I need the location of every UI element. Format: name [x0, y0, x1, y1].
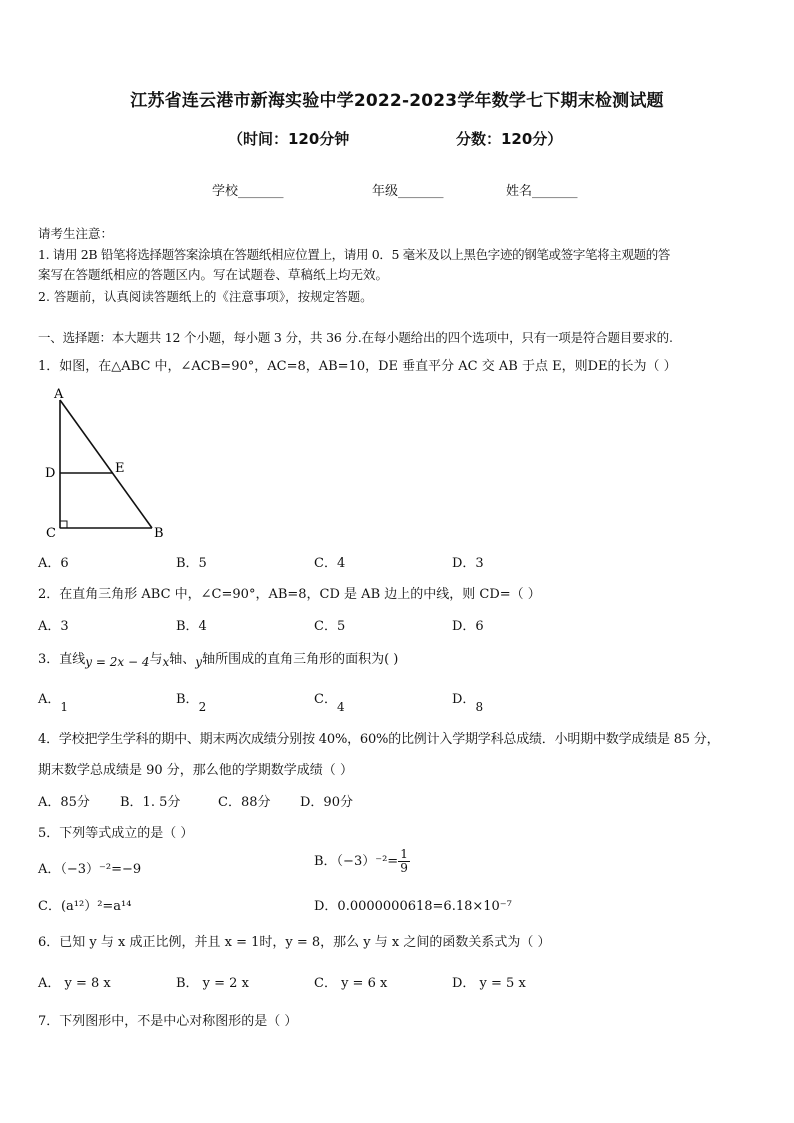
q1-option-c: C．4: [314, 556, 346, 571]
q5-option-b-prefix: B．（−3）⁻²=: [314, 854, 399, 869]
question-3-text: [38, 648, 398, 667]
q3-post: 轴所围成的直角三角形的面积为( ): [202, 652, 399, 667]
q5-option-b-denominator: 9: [400, 861, 408, 875]
q6-option-a: A． y = 8 x: [38, 976, 111, 991]
school-field: 学校_______: [212, 184, 284, 199]
q3-equation: y = 2x − 4: [85, 655, 150, 669]
q3-option-a-value: 1: [60, 700, 69, 714]
q6-option-d: D． y = 5 x: [452, 976, 526, 991]
q3-mid: 与: [149, 652, 163, 667]
label-e: E: [115, 461, 125, 476]
q3-option-b-value: 2: [198, 700, 207, 714]
notice-line-1: 1. 请用 2B 铅笔将选择题答案涂填在答题纸相应位置上，请用 0．5 毫米及以上黑色字迹的钢笔或签字笔将主观题的答: [38, 247, 671, 262]
q3-option-c: [314, 688, 345, 714]
question-2-text: 2．在直角三角形 ABC 中，∠C=90°，AB=8，CD 是 AB 边上的中线，则 CD=（ ）: [38, 587, 541, 602]
q2-option-c: C．5: [314, 619, 346, 634]
q3-option-d-letter: D．: [452, 692, 476, 707]
q3-option-b: [176, 688, 207, 714]
q3-option-d: [452, 688, 484, 714]
q3-pre: 3．直线: [38, 652, 86, 667]
q3-x: x: [162, 655, 170, 669]
question-7-text: 7．下列图形中，不是中心对称图形的是（ ）: [38, 1014, 298, 1029]
q3-option-a: [38, 688, 69, 714]
q5-option-d: D．0.0000000618=6.18×10⁻⁷: [314, 899, 512, 914]
label-d: D: [45, 466, 56, 481]
question-5-text: 5．下列等式成立的是（ ）: [38, 826, 194, 841]
notice-heading: 请考生注意：: [38, 226, 114, 241]
q2-option-d: D．6: [452, 619, 484, 634]
q5-option-b: [314, 848, 410, 875]
q2-option-a: A．3: [38, 619, 69, 634]
q3-option-c-value: 4: [336, 700, 345, 714]
label-a: A: [54, 387, 64, 402]
q3-option-b-letter: B．: [176, 692, 199, 707]
grade-field: 年级_______: [372, 184, 444, 199]
q4-option-d: D．90分: [300, 795, 353, 810]
name-field: 姓名_______: [506, 184, 578, 199]
question-1-text: 1．如图，在△ABC 中，∠ACB=90°，AC=8，AB=10，DE 垂直平分 AC 交 AB 于点 E，则DE的长为（ ）: [38, 359, 677, 374]
side-ab: [60, 400, 152, 528]
right-angle-mark: [60, 521, 67, 528]
q5-option-a: A．（−3）⁻²=−9: [38, 862, 142, 877]
q2-option-b: B．4: [176, 619, 207, 634]
paper-title: 江苏省连云港市新海实验中学2022-2023学年数学七下期末检测试题: [130, 91, 664, 111]
q4-option-b: B．1. 5分: [120, 795, 181, 810]
q4-option-a: A．85分: [38, 795, 90, 810]
question-4-line-2: 期末数学总成绩是 90 分，那么他的学期数学成绩（ ）: [38, 763, 353, 778]
section-heading: 一、选择题：本大题共 12 个小题，每小题 3 分，共 36 分.在每小题给出的四个选项中，只有一项是符合题目要求的.: [38, 330, 673, 345]
q3-mid2: 轴、: [169, 652, 196, 667]
q3-y: y: [195, 655, 203, 669]
label-b: B: [154, 526, 164, 541]
q1-option-d: D．3: [452, 556, 484, 571]
q3-option-d-value: 8: [475, 700, 484, 714]
label-c: C: [46, 526, 56, 541]
triangle-figure: [40, 386, 180, 546]
exam-time: （时间：120分钟: [228, 130, 350, 148]
q1-option-a: A．6: [38, 556, 69, 571]
q3-option-c-letter: C．: [314, 692, 337, 707]
exam-score: 分数：120分）: [456, 130, 563, 148]
q1-option-b: B．5: [176, 556, 207, 571]
q6-option-c: C． y = 6 x: [314, 976, 388, 991]
question-6-text: 6．已知 y 与 x 成正比例，并且 x = 1时，y = 8，那么 y 与 x 之间的函数关系式为（ ）: [38, 935, 551, 950]
q4-option-c: C．88分: [218, 795, 271, 810]
q5-option-b-numerator: 1: [400, 847, 408, 861]
notice-line-2: 案写在答题纸相应的答题区内。写在试题卷、草稿纸上均无效。: [38, 267, 389, 282]
q5-option-b-fraction: [398, 848, 410, 875]
q3-option-a-letter: A．: [38, 692, 61, 707]
question-4-line-1: 4．学校把学生学科的期中、期末两次成绩分别按 40%，60%的比例计入学期学科总成绩．小明期中数学成绩是 85 分，: [38, 732, 720, 747]
notice-line-3: 2. 答题前，认真阅读答题纸上的《注意事项》，按规定答题。: [38, 289, 373, 304]
q6-option-b: B． y = 2 x: [176, 976, 249, 991]
q5-option-c: C．(a¹²）²=a¹⁴: [38, 899, 132, 914]
